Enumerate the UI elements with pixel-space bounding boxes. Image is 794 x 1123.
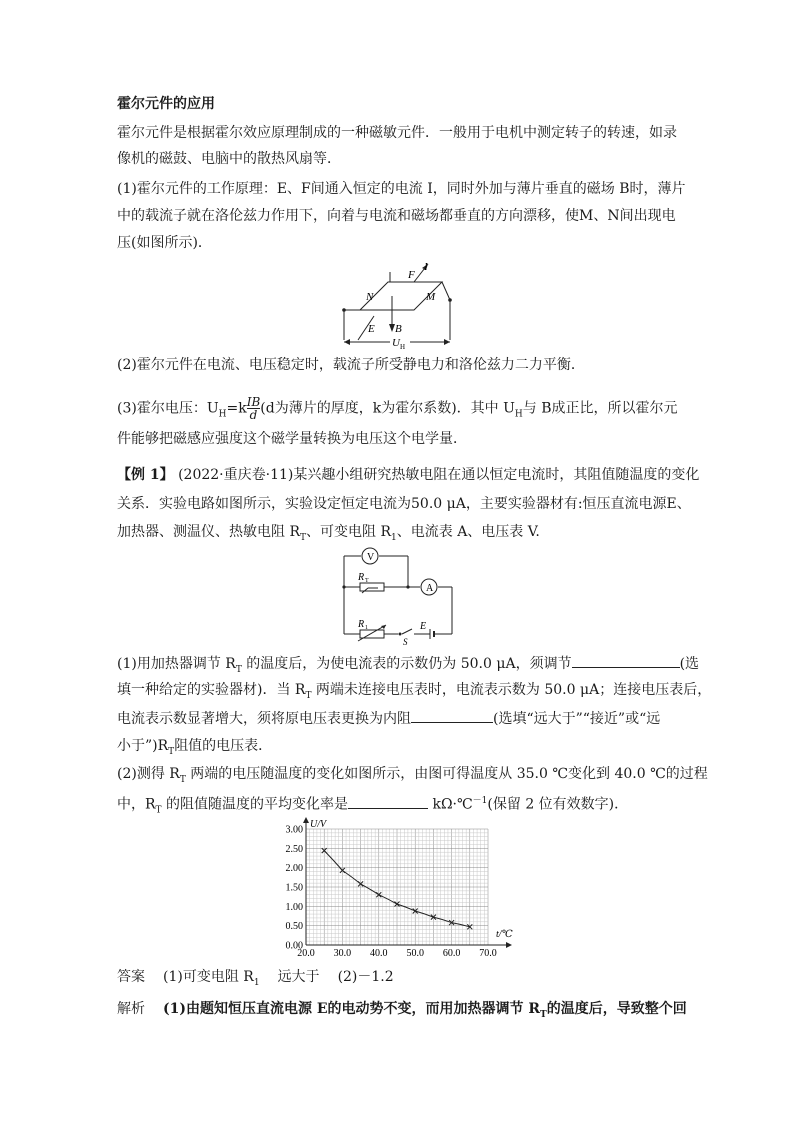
example-sub-3a: T (300, 532, 307, 543)
q1-line-1 (117, 655, 699, 678)
x-tick-label: 30.0 (333, 948, 352, 959)
example-line-1 (117, 467, 699, 483)
y-tick-label: 2.00 (285, 863, 303, 875)
answer-text-c: (2)－1.2 (337, 969, 394, 985)
q2-sub-2a: T (155, 805, 162, 816)
q1-sub-4a: T (168, 746, 175, 757)
p1-line-1: (1)霍尔元件的工作原理：E、F间通入恒定的电流 I，同时外加与薄片垂直的磁场 B时，薄片 (117, 181, 686, 197)
example-text-3c: 、电流表 A、电压表 V. (396, 524, 540, 540)
p1-line-3: 压(如图所示)． (117, 235, 212, 251)
q1-text-2b: 两端未连接电压表时，电流表示数为 50.0 μA；连接电压表后， (311, 682, 712, 698)
emf-label: E (420, 621, 427, 632)
x-tick-label: 60.0 (442, 948, 461, 959)
p2-line: (2)霍尔元件在电流、电压稳定时，载流子所受静电力和洛伦兹力二力平衡． (117, 357, 585, 373)
x-tick-label: 40.0 (370, 948, 388, 959)
example-text-3b: 、可变电阻 R (306, 524, 392, 540)
q2-text-1b: 两端的电压随温度的变化如图所示，由图可得温度从 35.0 ℃变化到 40.0 ℃的过程 (185, 766, 708, 782)
y-tick-label: 1.00 (285, 901, 303, 913)
p3-text-b: (d为薄片的厚度，k为霍尔系数)．其中 U (260, 400, 515, 417)
q2-text-2c: kΩ·℃ (428, 796, 473, 813)
hall-element-figure (330, 260, 470, 352)
hall-label-e: E (368, 323, 375, 335)
x-tick-label: 70.0 (479, 948, 497, 959)
rt-label-sub: T (365, 578, 369, 584)
q2-line-1 (117, 766, 708, 788)
y-tick-label: 2.50 (285, 843, 303, 855)
p3-text-c: 与 B成正比，所以霍尔元 (522, 400, 678, 417)
voltmeter-label: V (367, 552, 375, 563)
answer-line (117, 969, 394, 991)
r1-label-sub: 1 (365, 625, 368, 631)
fraction (247, 396, 261, 421)
q1-text-3b: (选填“远大于”“接近”或“远 (493, 711, 661, 727)
hall-label-u-sub: H (400, 343, 406, 351)
fraction-numerator: IB (246, 395, 261, 409)
p3-sub-b: H (514, 409, 523, 420)
p3-line-2: 件能够把磁感应强度这个磁学量转换为电压这个电学量． (117, 431, 467, 447)
voltage-temperature-chart (270, 815, 530, 967)
q1-text-3a: 电流表示数显著增大，须将原电压表更换为内阻 (117, 711, 411, 727)
example-sub-3b: 1 (391, 532, 397, 543)
p3-sub-a: H (218, 409, 227, 420)
hall-label-i: I (424, 261, 428, 273)
switch-label: S (403, 637, 408, 647)
q1-line-2 (117, 682, 711, 704)
x-axis-arrow (506, 942, 512, 948)
q2-text-2d: (保留 2 位有效数字)． (487, 796, 629, 813)
y-tick-label: 0.50 (285, 921, 303, 933)
answer-sub-a: 1 (253, 977, 260, 988)
q2-text-2b: 的阻值随温度的平均变化率是 (161, 796, 349, 813)
example-text-1: (2022·重庆卷·11)某兴趣小组研究热敏电阻在通以恒定电流时，其阻值随温度的变化 (173, 467, 700, 483)
hall-label-n: N (366, 291, 374, 303)
section-title: 霍尔元件的应用 (117, 96, 215, 112)
answer-label: 答案 (117, 969, 145, 985)
rt-label: R (358, 572, 365, 583)
analysis-sub-a: T (540, 1009, 547, 1020)
circuit-figure (336, 545, 460, 647)
q1-sub-2a: T (305, 690, 312, 701)
p3-text-a: (3)霍尔电压：U (117, 400, 219, 417)
intro-line-1: 霍尔元件是根据霍尔效应原理制成的一种磁敏元件．一般用于电机中测定转子的转速，如录 (117, 125, 677, 141)
q1-line-3 (117, 710, 660, 727)
analysis-line (117, 1001, 687, 1023)
example-line-3 (117, 524, 540, 546)
q2-sub-1a: T (179, 774, 186, 785)
y-tick-label: 3.00 (285, 824, 303, 836)
r1-label: R (358, 619, 365, 630)
hall-label-b: B (395, 323, 402, 335)
q1-text-1a: (1)用加热器调节 R (117, 656, 236, 672)
example-line-2: 关系．实验电路如图所示，实验设定恒定电流为50.0 μA，主要实验器材有:恒压直流电源E、 (117, 496, 691, 512)
answer-blank-1[interactable] (572, 655, 680, 668)
analysis-text-b: 的温度后，导致整个回 (546, 1001, 687, 1017)
p3-eq: =k (226, 400, 247, 417)
q1-line-4 (117, 738, 272, 760)
answer-text-a: (1)可变电阻 R (163, 969, 254, 985)
fraction-denominator: d (249, 408, 258, 422)
q2-text-1a: (2)测得 R (117, 766, 180, 782)
hall-label-u: U (392, 337, 400, 349)
y-axis-arrow (303, 817, 309, 823)
q2-text-2a: 中，R (117, 796, 156, 813)
y-tick-label: 0.00 (285, 940, 303, 952)
p3-line-1 (117, 396, 678, 422)
analysis-text-a: (1)由题知恒压直流电源 E的电动势不变，而用加热器调节 R (163, 1001, 541, 1017)
x-tick-label: 50.0 (406, 948, 424, 959)
q1-text-1b: 的温度后，为使电流表的示数仍为 50.0 μA，须调节 (241, 656, 572, 672)
q1-text-1c: (选 (679, 656, 700, 672)
example-tag: 【例 1】 (117, 467, 174, 483)
x-tick-label: 20.0 (297, 948, 315, 959)
q2-sup-2c: －1 (472, 796, 488, 806)
q1-sub-1a: T (235, 664, 242, 675)
q1-text-4a: 小于”)R (117, 738, 169, 754)
ammeter-label: A (426, 583, 434, 594)
y-tick-label: 1.50 (285, 882, 303, 894)
hall-label-m: M (426, 291, 436, 303)
hall-label-f: F (408, 269, 415, 281)
q1-text-4b: 阻值的电压表． (174, 738, 273, 754)
example-text-3a: 加热器、测温仪、热敏电阻 R (117, 524, 300, 540)
y-axis-label: U/V (310, 819, 327, 830)
x-axis-label: t/℃ (496, 929, 513, 940)
intro-line-2: 像机的磁鼓、电脑中的散热风扇等． (117, 151, 341, 167)
p1-line-2: 中的载流子就在洛伦兹力作用下，向着与电流和磁场都垂直的方向漂移，使M、N间出现电 (117, 208, 676, 224)
answer-blank-3[interactable] (348, 796, 428, 809)
answer-text-b: 远大于 (277, 969, 320, 985)
q1-text-2a: 填一种给定的实验器材)．当 R (117, 682, 306, 698)
answer-blank-2[interactable] (411, 710, 493, 723)
analysis-label: 解析 (117, 1001, 145, 1017)
